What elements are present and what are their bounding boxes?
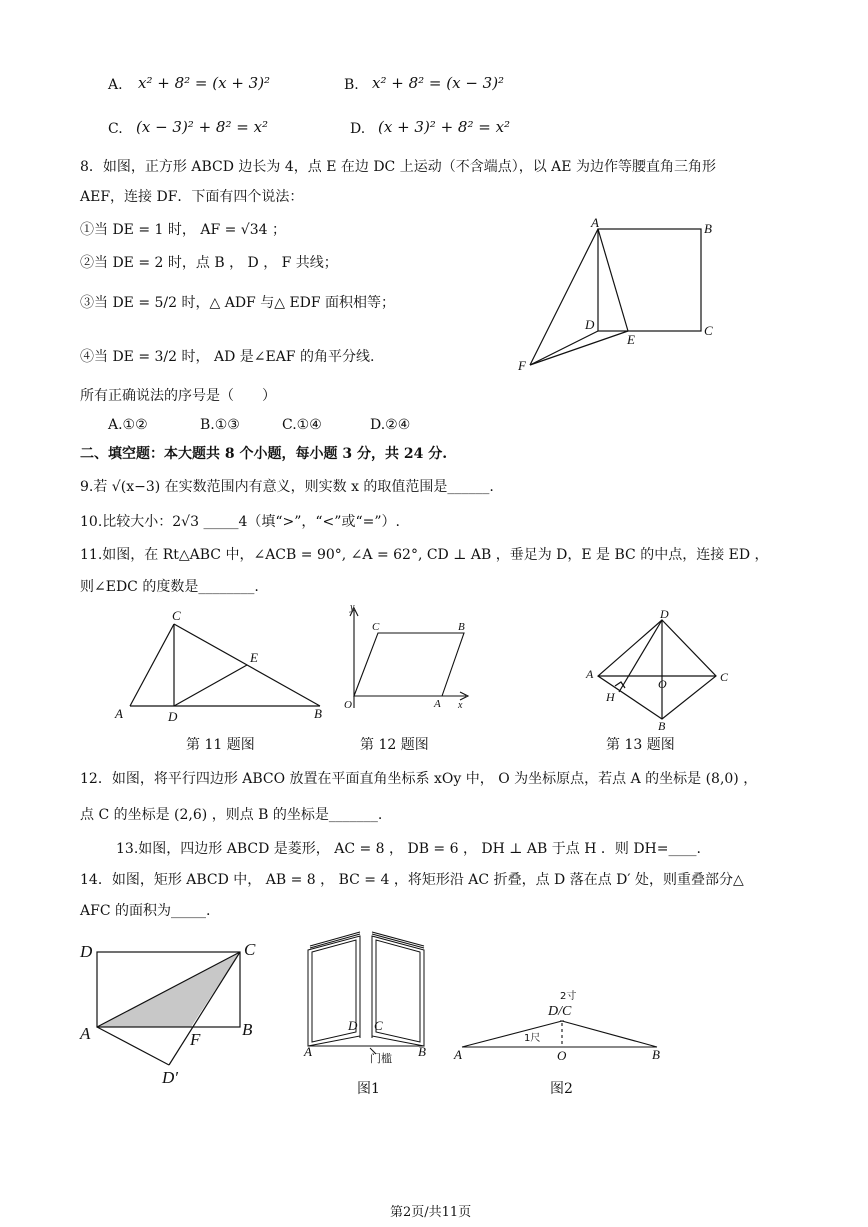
door1-label-d: D [348, 1018, 358, 1033]
q11-line1: 11.如图，在 Rt△ABC 中，∠ACB = 90°, ∠A = 62°, CD ⊥ AB ，垂足为 D，E 是 BC 的中点，连接 ED ， [80, 547, 769, 563]
q14-line1: 14．如图，矩形 ABCD 中， AB = 8 ， BC = 4 ，将矩形沿 AC 折叠，点 D 落在点 D′ 处，则重叠部分△ [80, 872, 744, 888]
fig14-label-b: B [242, 1020, 253, 1039]
fig11-label-a: A [115, 706, 123, 721]
door2-label-dc: D/C [548, 1004, 572, 1019]
q8-label-d: D [585, 317, 595, 332]
fig13-label-d: D [660, 607, 669, 621]
q14-line2: AFC 的面积为_____. [80, 903, 211, 919]
q7-option-d-label: D. [350, 121, 366, 137]
q8-statement-2: ②当 DE = 2 时，点 B ， D ， F 共线； [80, 255, 338, 271]
q8-opt-a: A.①② [108, 417, 148, 433]
fig12-coordinate-figure [338, 600, 478, 720]
fig11-triangle [110, 608, 340, 723]
q7-option-b-label: B. [344, 77, 359, 93]
fig13-label-b: B [658, 719, 666, 733]
fig14-folded-rectangle [74, 935, 274, 1085]
fig12-label-c: C [372, 621, 380, 633]
q8-statement-3: ③当 DE = 5/2 时，△ ADF 与△ EDF 面积相等； [80, 295, 396, 311]
q8-line2: AEF，连接 DF．下面有四个说法： [80, 189, 304, 205]
q8-statement-4: ④当 DE = 3/2 时， AD 是∠EAF 的角平分线. [80, 349, 375, 365]
fig11-label-e: E [250, 650, 258, 665]
q7-option-a-label: A. [108, 77, 123, 93]
fig11-caption: 第 11 题图 [186, 737, 255, 753]
fig11-label-b: B [314, 706, 322, 721]
fig12-caption: 第 12 题图 [360, 737, 429, 753]
fig12-label-a: A [434, 698, 441, 710]
door1-label-a: A [304, 1044, 312, 1059]
door1-caption: 图1 [357, 1081, 380, 1097]
door-figure-2 [452, 985, 682, 1075]
fig13-rhombus [582, 606, 742, 731]
fig14-label-c: C [244, 940, 256, 959]
q7-option-d-expr: (x + 3)² + 8² = x² [378, 118, 511, 136]
q12-line1: 12．如图，将平行四边形 ABCO 放置在平面直角坐标系 xOy 中， O 为坐标原点，若点 A 的坐标是 (8,0) ， [80, 771, 758, 787]
door2-caption: 图2 [550, 1081, 573, 1097]
page-footer: 第2页/共11页 [390, 1205, 472, 1220]
fig14-label-f: F [190, 1030, 201, 1049]
door2-label-2cun: 2寸 [560, 991, 577, 1002]
fig13-caption: 第 13 题图 [606, 737, 675, 753]
fig14-label-a: A [80, 1024, 91, 1043]
door2-label-o: O [557, 1048, 567, 1063]
q12-line2: 点 C 的坐标是 (2,6) ，则点 B 的坐标是_______. [80, 807, 383, 823]
q8-opt-c: C.①④ [282, 417, 322, 433]
q8-opt-d: D.②④ [370, 417, 411, 433]
q8-label-a: A [591, 215, 599, 230]
q8-question: 所有正确说法的序号是（ ） [80, 388, 276, 404]
q8-opt-b: B.①③ [200, 417, 240, 433]
fig14-label-d: D [80, 942, 93, 961]
fig12-label-y: y [350, 602, 355, 613]
door2-label-b: B [652, 1047, 660, 1062]
fig12-label-x: x [458, 700, 463, 711]
section-2-heading: 二、填空题：本大题共 8 个小题，每小题 3 分，共 24 分. [80, 446, 448, 462]
door1-label-b: B [418, 1044, 426, 1059]
q8-label-f: F [518, 358, 526, 373]
q7-option-b-expr: x² + 8² = (x − 3)² [372, 74, 505, 92]
fig14-label-dprime: D′ [162, 1068, 178, 1087]
q8-label-e: E [627, 332, 635, 347]
q7-option-c-expr: (x − 3)² + 8² = x² [136, 118, 269, 136]
door2-label-1chi: 1尺 [524, 1033, 541, 1044]
q8-label-c: C [704, 323, 713, 338]
fig13-label-o: O [658, 677, 667, 691]
q8-label-b: B [704, 221, 712, 236]
q10-text: 10.比较大小：2√3 _____4（填“>”，“<”或“=”）. [80, 514, 400, 530]
q13-text: 13.如图，四边形 ABCD 是菱形， AC = 8 ， DB = 6 ， DH ⊥ AB 于点 H ．则 DH=____. [116, 841, 701, 857]
q8-statement-1: ①当 DE = 1 时， AF = √34 ； [80, 222, 286, 238]
q11-line2: 则∠EDC 的度数是________. [80, 579, 259, 595]
door-figure-1 [300, 928, 440, 1078]
q7-option-a-expr: x² + 8² = (x + 3)² [138, 74, 271, 92]
fig11-label-c: C [172, 608, 181, 623]
q8-line1: 8．如图，正方形 ABCD 边长为 4，点 E 在边 DC 上运动（不含端点），以 AE 为边作等腰直角三角形 [80, 159, 716, 175]
door1-sill-label: 门槛 [370, 1052, 392, 1065]
fig11-label-d: D [168, 709, 178, 724]
door2-label-a: A [454, 1047, 462, 1062]
fig13-label-c: C [720, 670, 729, 684]
q8-figure [515, 215, 735, 375]
fig13-label-h: H [606, 690, 615, 704]
q7-option-c-label: C. [108, 121, 123, 137]
fig12-label-b: B [458, 621, 465, 633]
fig12-label-o: O [344, 699, 352, 711]
q9-text: 9.若 √(x−3) 在实数范围内有意义，则实数 x 的取值范围是______. [80, 479, 494, 495]
door1-label-c: C [374, 1018, 383, 1033]
fig13-label-a: A [586, 667, 594, 681]
